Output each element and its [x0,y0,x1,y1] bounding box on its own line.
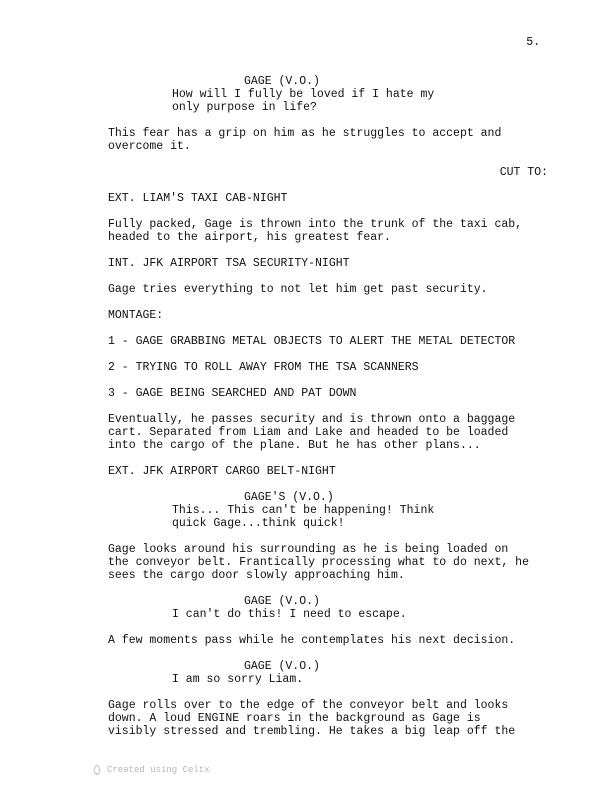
dialogue-block [108,673,548,686]
screenplay-body [108,75,548,751]
dialogue-line: How will I fully be loved if I hate my [172,88,435,101]
action-line: headed to the airport, his greatest fear. [108,231,391,244]
transition-block [108,166,548,179]
scene-heading-block [108,192,548,205]
character-line: GAGE (V.O.) [244,595,320,608]
character-block [108,75,548,88]
dialogue-block [108,504,548,530]
action-line: the conveyor belt. Frantically processing what to do next, he [108,556,529,569]
action-line: This fear has a grip on him as he struggles to accept and [108,127,502,140]
action-line: Gage tries everything to not let him get past security. [108,283,488,296]
action-line: Eventually, he passes security and is thrown onto a baggage [108,413,516,426]
action-block [108,218,548,244]
action-line: Fully packed, Gage is thrown into the trunk of the taxi cab, [108,218,523,231]
character-line: GAGE (V.O.) [244,660,320,673]
dialogue-line: This... This can't be happening! Think [172,504,435,517]
dialogue-line: only purpose in life? [172,101,317,114]
action-block [108,309,548,322]
dialogue-line: quick Gage...think quick! [172,517,345,530]
scene-heading-line: EXT. LIAM'S TAXI CAB-NIGHT [108,192,288,205]
character-block [108,660,548,673]
action-line: sees the cargo door slowly approaching him. [108,569,405,582]
action-line: MONTAGE: [108,309,164,322]
character-block [108,595,548,608]
action-block [108,335,548,348]
action-block [108,361,548,374]
dialogue-line: I can't do this! I need to escape. [172,608,407,621]
action-block [108,387,548,400]
action-line: cart. Separated from Liam and Lake and headed to be loaded [108,426,509,439]
action-block [108,699,548,738]
action-block [108,127,548,153]
dialogue-block [108,608,548,621]
action-line: 1 - GAGE GRABBING METAL OBJECTS TO ALERT THE METAL DETECTOR [108,335,516,348]
action-line: 3 - GAGE BEING SEARCHED AND PAT DOWN [108,387,357,400]
character-line: GAGE (V.O.) [244,75,320,88]
dialogue-line: I am so sorry Liam. [172,673,304,686]
action-line: into the cargo of the plane. But he has other plans... [108,439,481,452]
action-line: Gage rolls over to the edge of the conveyor belt and looks [108,699,509,712]
transition-line: CUT TO: [499,166,548,179]
character-block [108,491,548,504]
action-line: A few moments pass while he contemplates his next decision. [108,634,516,647]
action-line: Gage looks around his surrounding as he is being loaded on [108,543,509,556]
action-block [108,543,548,582]
action-line: down. A loud ENGINE roars in the background as Gage is [108,712,481,725]
action-line: 2 - TRYING TO ROLL AWAY FROM THE TSA SCANNERS [108,361,419,374]
character-line: GAGE'S (V.O.) [244,491,334,504]
action-line: overcome it. [108,140,191,153]
footer-text: Created using Celtx [107,765,210,775]
action-block [108,413,548,452]
scene-heading-block [108,257,548,270]
scene-heading-line: EXT. JFK AIRPORT CARGO BELT-NIGHT [108,465,336,478]
celtx-logo-icon [92,764,102,776]
dialogue-block [108,88,548,114]
scene-heading-line: INT. JFK AIRPORT TSA SECURITY-NIGHT [108,257,350,270]
page-number: 5. [526,36,540,49]
footer [92,764,210,776]
action-line: visibly stressed and trembling. He takes a big leap off the [108,725,516,738]
action-block [108,634,548,647]
action-block [108,283,548,296]
scene-heading-block [108,465,548,478]
